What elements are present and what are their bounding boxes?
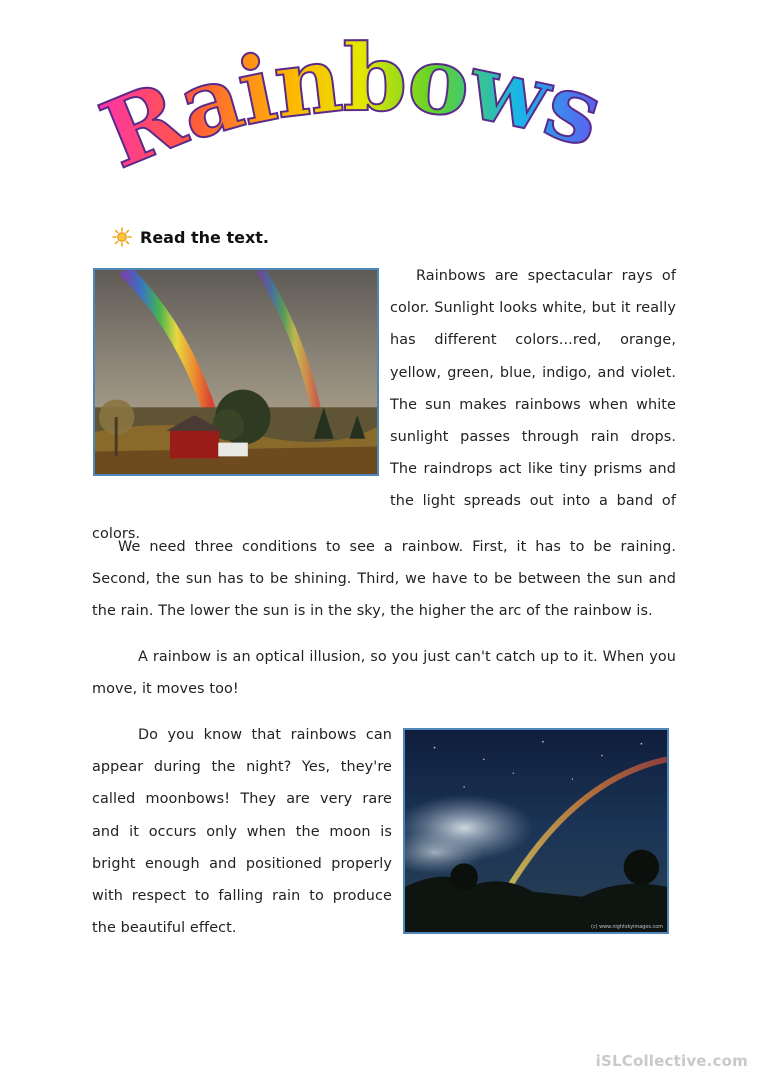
image-spacer xyxy=(92,260,390,486)
title-text: Rainbows xyxy=(86,23,613,190)
paragraph-3: A rainbow is an optical illusion, so you just can't catch up to it. When you move, it moves too! xyxy=(92,649,676,698)
instruction xyxy=(112,224,269,250)
instruction-text: Read the text. xyxy=(140,227,269,247)
paragraph-1 xyxy=(92,260,676,550)
paragraph-4: Do you know that rainbows can appear during the night? Yes, they're called moonbows! They are very rare and it occurs only when the moon is bright enough and positioned properly with respect to falling rain to produce the beautiful effect. xyxy=(92,727,392,937)
moonbow-photo xyxy=(403,728,669,934)
paragraph-2: We need three conditions to see a rainbow. First, it has to be raining. Second, the sun has to be shining. Third, we have to be between the sun and the rain. The lower the sun is in the sky, the higher the arc of the rainbow is. xyxy=(92,539,676,620)
page-title xyxy=(86,23,660,200)
photo-caption: (c) www.nightskyimages.com xyxy=(591,924,664,931)
sun-icon xyxy=(112,227,132,247)
paragraph-1-text: Rainbows are spectacular rays of color. Sunlight looks white, but it really has different colors...red, orange, yellow, green, blue, indigo, and violet. The sun makes rainbows when white sunlight passes through rain drops. The raindrops act like tiny prisms and the light spreads out into a band of colors. xyxy=(92,268,676,542)
rainbows-title-art xyxy=(86,23,660,200)
watermark[interactable]: iSLCollective.com xyxy=(595,1052,748,1070)
